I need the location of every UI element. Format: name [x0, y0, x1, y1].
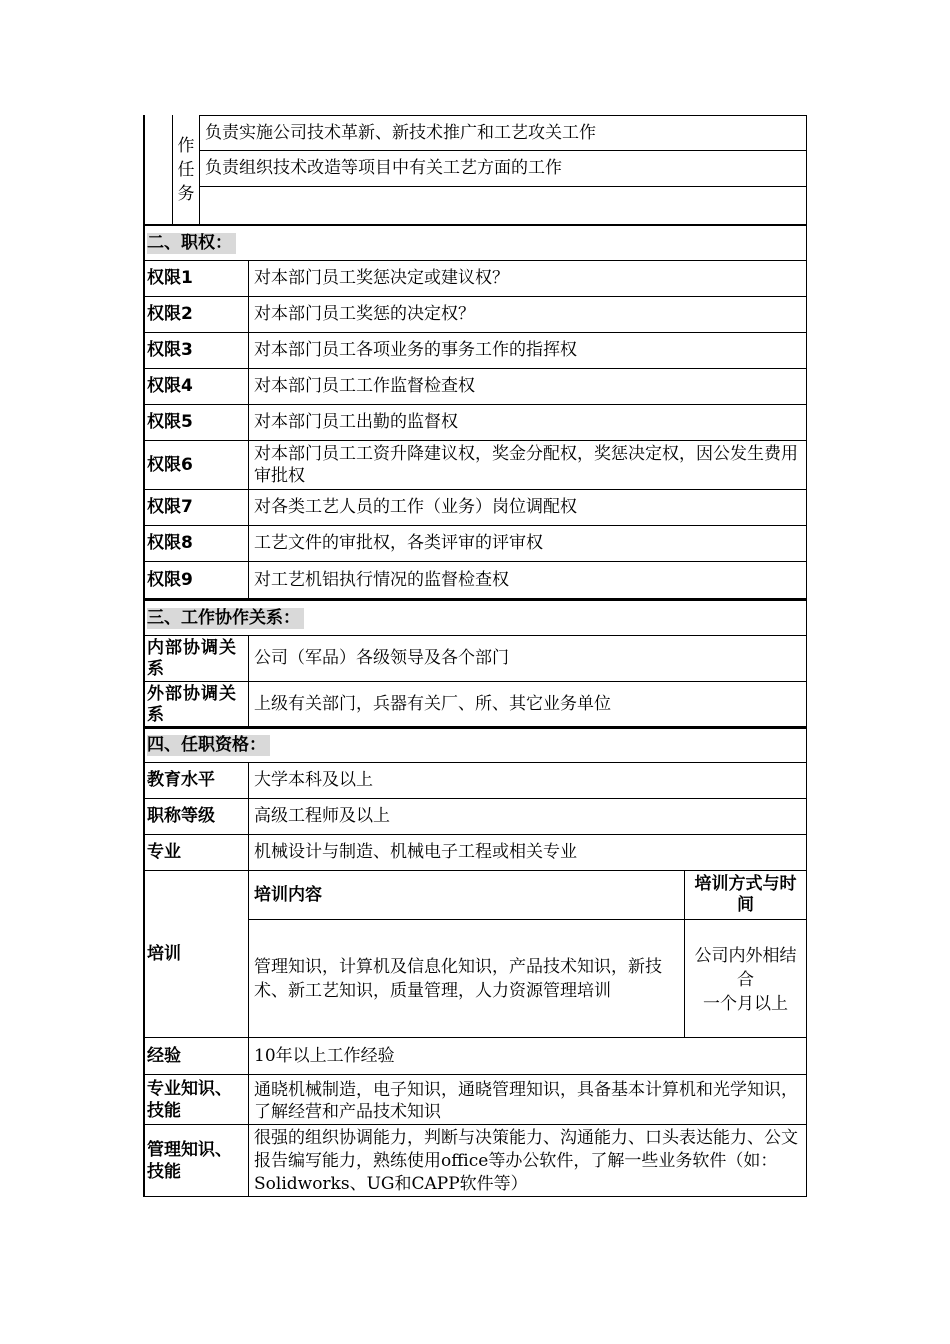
authority-value: 对本部门员工工作监督检查权: [249, 369, 807, 405]
authority-value: 对本部门员工出勤的监督权: [249, 405, 807, 441]
title-level-label: 职称等级: [143, 799, 249, 835]
experience-value: 10年以上工作经验: [249, 1038, 807, 1075]
training-method-line: 公司内外相结合: [694, 946, 797, 990]
training-label: 培训: [143, 871, 249, 1038]
education-label: 教育水平: [143, 763, 249, 799]
management-skills-label: 管理知识、技能: [143, 1125, 249, 1197]
task-row: [200, 115, 807, 151]
task-side-char: 任: [177, 159, 195, 180]
task-side-char: 务: [177, 183, 195, 204]
task-row: [200, 151, 807, 187]
training-content-header: 培训内容: [249, 871, 685, 920]
training-method-header: 培训方式与时间: [685, 871, 807, 920]
professional-skills-value: 通晓机械制造，电子知识，通晓管理知识，具备基本计算机和光学知识，了解经营和产品技术知识: [249, 1075, 807, 1125]
authority-label: 权限8: [143, 526, 249, 562]
training-method-line: 一个月以上: [703, 994, 788, 1014]
section-heading: [143, 727, 807, 763]
title-level-value: 高级工程师及以上: [249, 799, 807, 835]
section-title-authority: 二、职权：: [147, 233, 236, 254]
authority-label: 权限9: [143, 562, 249, 599]
authority-value: 对工艺机铝执行情况的监督检查权: [249, 562, 807, 599]
internal-coordination-value: 公司（军品）各级领导及各个部门: [249, 636, 807, 682]
section-heading: [143, 224, 807, 261]
management-skills-value: 很强的组织协调能力，判断与决策能力、沟通能力、口头表达能力、公文报告编写能力，熟练使用office等办公软件，了解一些业务软件（如：Solidworks、UG和CAPP软件等）: [249, 1125, 807, 1197]
external-coordination-label: 外部协调关系: [143, 682, 249, 727]
training-content: 管理知识，计算机及信息化知识，产品技术知识，新技术、新工艺知识，质量管理，人力资源管理培训: [249, 920, 685, 1038]
authority-value: 对本部门员工工资升降建议权，奖金分配权，奖惩决定权，因公发生费用审批权: [249, 441, 807, 490]
professional-skills-label: 专业知识、技能: [143, 1075, 249, 1125]
experience-label: 经验: [143, 1038, 249, 1075]
authority-label: 权限1: [143, 261, 249, 297]
major-value: 机械设计与制造、机械电子工程或相关专业: [249, 835, 807, 871]
training-method: [685, 920, 807, 1038]
major-label: 专业: [143, 835, 249, 871]
authority-label: 权限2: [143, 297, 249, 333]
authority-label: 权限3: [143, 333, 249, 369]
task-side-label: [173, 115, 200, 224]
task-side-char: 作: [177, 135, 195, 156]
internal-coordination-label: 内部协调关系: [143, 636, 249, 682]
authority-value: 对本部门员工各项业务的事务工作的指挥权: [249, 333, 807, 369]
external-coordination-value: 上级有关部门，兵器有关厂、所、其它业务单位: [249, 682, 807, 727]
section-title-qualifications: 四、任职资格：: [147, 735, 270, 756]
authority-value: 工艺文件的审批权，各类评审的评审权: [249, 526, 807, 562]
section-heading: [143, 599, 807, 636]
authority-label: 权限7: [143, 490, 249, 526]
blank-left-cell: [143, 115, 173, 224]
task-text: 负责组织技术改造等项目中有关工艺方面的工作: [205, 158, 562, 178]
section-title-cooperation: 三、工作协作关系：: [147, 608, 304, 629]
authority-value: 对各类工艺人员的工作（业务）岗位调配权: [249, 490, 807, 526]
task-text: 负责实施公司技术革新、新技术推广和工艺攻关工作: [205, 122, 596, 143]
authority-value: 对本部门员工奖惩决定或建议权？: [249, 261, 807, 297]
authority-label: 权限5: [143, 405, 249, 441]
education-value: 大学本科及以上: [249, 763, 807, 799]
authority-label: 权限4: [143, 369, 249, 405]
authority-value: 对本部门员工奖惩的决定权？: [249, 297, 807, 333]
authority-label: 权限6: [143, 441, 249, 490]
task-row: [200, 187, 807, 224]
